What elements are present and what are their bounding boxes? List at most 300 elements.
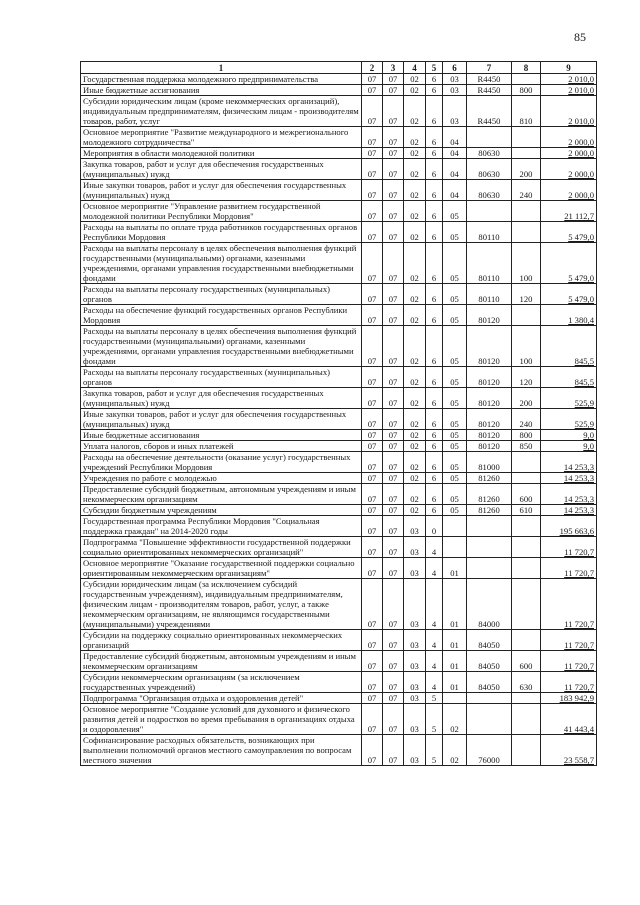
row-subsection: 07 bbox=[383, 735, 404, 766]
row-name: Уплата налогов, сборов и иных платежей bbox=[81, 441, 362, 452]
row-program: 02 bbox=[404, 159, 426, 180]
row-subprogram: 6 bbox=[426, 367, 443, 388]
row-direction: 81260 bbox=[467, 484, 512, 505]
row-event: 05 bbox=[443, 367, 467, 388]
row-event: 05 bbox=[443, 326, 467, 367]
row-amount: 14 253,3 bbox=[541, 473, 597, 484]
col-header-event: 6 bbox=[443, 62, 467, 74]
row-name: Расходы на выплаты персоналу в целях обеспечения выполнения функций государственными (муниципальными) органами, казенными учреждениями, органами управления государственными внебюджетными фондами bbox=[81, 326, 362, 367]
table-row bbox=[81, 222, 597, 243]
row-amount: 9,0 bbox=[541, 441, 597, 452]
row-event: 05 bbox=[443, 409, 467, 430]
table-row bbox=[81, 148, 597, 159]
row-event: 05 bbox=[443, 484, 467, 505]
row-program: 03 bbox=[404, 651, 426, 672]
row-amount: 2 010,0 bbox=[541, 85, 597, 96]
row-expense-type bbox=[512, 704, 541, 735]
row-subprogram: 6 bbox=[426, 305, 443, 326]
row-amount: 1 380,4 bbox=[541, 305, 597, 326]
row-amount: 9,0 bbox=[541, 430, 597, 441]
row-expense-type: 200 bbox=[512, 388, 541, 409]
row-subsection: 07 bbox=[383, 243, 404, 284]
row-section: 07 bbox=[362, 505, 383, 516]
row-program: 02 bbox=[404, 222, 426, 243]
row-subprogram: 6 bbox=[426, 148, 443, 159]
row-event: 02 bbox=[443, 735, 467, 766]
row-direction bbox=[467, 693, 512, 704]
row-event: 01 bbox=[443, 579, 467, 630]
table-row bbox=[81, 630, 597, 651]
row-expense-type bbox=[512, 201, 541, 222]
row-program: 02 bbox=[404, 505, 426, 516]
row-event: 02 bbox=[443, 704, 467, 735]
table-row bbox=[81, 505, 597, 516]
table-row bbox=[81, 441, 597, 452]
row-expense-type bbox=[512, 630, 541, 651]
row-subsection: 07 bbox=[383, 693, 404, 704]
row-direction: 80110 bbox=[467, 243, 512, 284]
table-row bbox=[81, 537, 597, 558]
table-row bbox=[81, 693, 597, 704]
row-subprogram: 6 bbox=[426, 243, 443, 284]
row-subsection: 07 bbox=[383, 85, 404, 96]
row-event: 05 bbox=[443, 430, 467, 441]
row-section: 07 bbox=[362, 537, 383, 558]
row-program: 02 bbox=[404, 74, 426, 85]
row-event bbox=[443, 516, 467, 537]
row-program: 02 bbox=[404, 473, 426, 484]
row-subsection: 07 bbox=[383, 430, 404, 441]
row-subsection: 07 bbox=[383, 159, 404, 180]
row-subprogram: 6 bbox=[426, 388, 443, 409]
row-subprogram: 0 bbox=[426, 516, 443, 537]
row-expense-type: 120 bbox=[512, 284, 541, 305]
row-name: Субсидии бюджетным учреждениям bbox=[81, 505, 362, 516]
row-expense-type bbox=[512, 305, 541, 326]
row-subsection: 07 bbox=[383, 505, 404, 516]
row-subprogram: 6 bbox=[426, 430, 443, 441]
row-event: 04 bbox=[443, 148, 467, 159]
row-direction: 80110 bbox=[467, 284, 512, 305]
row-direction: 80120 bbox=[467, 326, 512, 367]
row-subprogram: 6 bbox=[426, 484, 443, 505]
row-subprogram: 6 bbox=[426, 284, 443, 305]
row-amount: 5 479,0 bbox=[541, 284, 597, 305]
row-direction: 80630 bbox=[467, 180, 512, 201]
row-program: 03 bbox=[404, 672, 426, 693]
row-program: 02 bbox=[404, 305, 426, 326]
row-subprogram: 6 bbox=[426, 159, 443, 180]
table-row bbox=[81, 516, 597, 537]
row-program: 02 bbox=[404, 284, 426, 305]
row-section: 07 bbox=[362, 630, 383, 651]
row-name: Субсидии на поддержку социально ориентированных некоммерческих организаций bbox=[81, 630, 362, 651]
table-row bbox=[81, 367, 597, 388]
row-subsection: 07 bbox=[383, 651, 404, 672]
row-name: Основное мероприятие "Управление развитием государственной молодежной политики Республики Мордовия" bbox=[81, 201, 362, 222]
row-direction bbox=[467, 704, 512, 735]
row-event: 05 bbox=[443, 201, 467, 222]
page-number: 85 bbox=[574, 30, 586, 44]
row-subprogram: 6 bbox=[426, 127, 443, 148]
row-expense-type: 240 bbox=[512, 180, 541, 201]
table-row bbox=[81, 284, 597, 305]
row-section: 07 bbox=[362, 367, 383, 388]
col-header-amount: 9 bbox=[541, 62, 597, 74]
row-subsection: 07 bbox=[383, 180, 404, 201]
row-section: 07 bbox=[362, 326, 383, 367]
row-event: 05 bbox=[443, 388, 467, 409]
row-event bbox=[443, 693, 467, 704]
row-amount: 11 720,7 bbox=[541, 537, 597, 558]
row-name: Подпрограмма "Организация отдыха и оздоровления детей" bbox=[81, 693, 362, 704]
row-amount: 5 479,0 bbox=[541, 243, 597, 284]
row-direction: 84050 bbox=[467, 672, 512, 693]
row-expense-type bbox=[512, 516, 541, 537]
col-header-direction: 7 bbox=[467, 62, 512, 74]
row-direction: R4450 bbox=[467, 96, 512, 127]
row-event: 05 bbox=[443, 452, 467, 473]
row-event: 01 bbox=[443, 651, 467, 672]
row-section: 07 bbox=[362, 148, 383, 159]
row-expense-type: 600 bbox=[512, 484, 541, 505]
row-subsection: 07 bbox=[383, 367, 404, 388]
row-direction bbox=[467, 537, 512, 558]
row-expense-type bbox=[512, 127, 541, 148]
row-program: 03 bbox=[404, 704, 426, 735]
row-program: 02 bbox=[404, 409, 426, 430]
row-name: Основное мероприятие "Развитие международного и межрегионального молодежного сотрудничества" bbox=[81, 127, 362, 148]
row-program: 03 bbox=[404, 537, 426, 558]
row-subsection: 07 bbox=[383, 201, 404, 222]
table-row bbox=[81, 305, 597, 326]
row-section: 07 bbox=[362, 201, 383, 222]
row-direction: 81000 bbox=[467, 452, 512, 473]
row-expense-type: 610 bbox=[512, 505, 541, 516]
row-subprogram: 5 bbox=[426, 704, 443, 735]
row-expense-type: 200 bbox=[512, 159, 541, 180]
table-row bbox=[81, 74, 597, 85]
table-row bbox=[81, 159, 597, 180]
row-name: Мероприятия в области молодежной политики bbox=[81, 148, 362, 159]
row-direction bbox=[467, 558, 512, 579]
row-expense-type bbox=[512, 473, 541, 484]
row-expense-type: 850 bbox=[512, 441, 541, 452]
row-amount: 2 000,0 bbox=[541, 127, 597, 148]
row-name: Закупка товаров, работ и услуг для обеспечения государственных (муниципальных) нужд bbox=[81, 388, 362, 409]
row-name: Предоставление субсидий бюджетным, автономным учреждениям и иным некоммерческим организациям bbox=[81, 651, 362, 672]
row-expense-type: 800 bbox=[512, 85, 541, 96]
row-name: Расходы на обеспечение деятельности (оказание услуг) государственных учреждений Республики Мордовия bbox=[81, 452, 362, 473]
row-name: Субсидии некоммерческим организациям (за исключением государственных учреждений) bbox=[81, 672, 362, 693]
table-row bbox=[81, 180, 597, 201]
row-expense-type bbox=[512, 693, 541, 704]
row-subsection: 07 bbox=[383, 473, 404, 484]
row-direction: 80120 bbox=[467, 441, 512, 452]
row-subsection: 07 bbox=[383, 409, 404, 430]
row-name: Иные бюджетные ассигнования bbox=[81, 430, 362, 441]
row-event: 05 bbox=[443, 473, 467, 484]
row-name: Субсидии юридическим лицам (за исключением субсидий государственным учреждениям), индивидуальным предпринимателям, физическим лицам - производителям товаров, работ, услуг, а также некоммерческим организациям, не являющимся государственными (муниципальными) учреждениями bbox=[81, 579, 362, 630]
row-section: 07 bbox=[362, 693, 383, 704]
row-program: 02 bbox=[404, 430, 426, 441]
row-amount: 845,5 bbox=[541, 367, 597, 388]
row-amount: 183 942,9 bbox=[541, 693, 597, 704]
row-subprogram: 6 bbox=[426, 180, 443, 201]
row-section: 07 bbox=[362, 409, 383, 430]
row-event: 03 bbox=[443, 85, 467, 96]
row-amount: 11 720,7 bbox=[541, 630, 597, 651]
row-event: 05 bbox=[443, 305, 467, 326]
table-row bbox=[81, 96, 597, 127]
row-subprogram: 4 bbox=[426, 651, 443, 672]
row-subsection: 07 bbox=[383, 579, 404, 630]
row-subprogram: 6 bbox=[426, 96, 443, 127]
row-program: 02 bbox=[404, 85, 426, 96]
row-program: 03 bbox=[404, 630, 426, 651]
row-event: 04 bbox=[443, 159, 467, 180]
row-name: Учреждения по работе с молодежью bbox=[81, 473, 362, 484]
row-section: 07 bbox=[362, 180, 383, 201]
row-program: 02 bbox=[404, 326, 426, 367]
row-expense-type bbox=[512, 74, 541, 85]
row-direction: 80630 bbox=[467, 148, 512, 159]
table-row bbox=[81, 558, 597, 579]
row-amount: 23 558,7 bbox=[541, 735, 597, 766]
row-direction bbox=[467, 127, 512, 148]
row-direction: 80630 bbox=[467, 159, 512, 180]
row-subprogram: 5 bbox=[426, 735, 443, 766]
row-name: Расходы на выплаты персоналу в целях обеспечения выполнения функций государственными (муниципальными) органами, казенными учреждениями, органами управления государственными внебюджетными фондами bbox=[81, 243, 362, 284]
row-expense-type bbox=[512, 148, 541, 159]
table-row bbox=[81, 243, 597, 284]
row-expense-type: 100 bbox=[512, 326, 541, 367]
row-subsection: 07 bbox=[383, 96, 404, 127]
row-event: 05 bbox=[443, 222, 467, 243]
row-expense-type: 600 bbox=[512, 651, 541, 672]
row-name: Иные закупки товаров, работ и услуг для обеспечения государственных (муниципальных) нужд bbox=[81, 180, 362, 201]
row-subprogram: 6 bbox=[426, 326, 443, 367]
row-section: 07 bbox=[362, 516, 383, 537]
row-section: 07 bbox=[362, 672, 383, 693]
row-direction: R4450 bbox=[467, 74, 512, 85]
row-expense-type bbox=[512, 222, 541, 243]
row-expense-type: 240 bbox=[512, 409, 541, 430]
row-section: 07 bbox=[362, 284, 383, 305]
row-subsection: 07 bbox=[383, 284, 404, 305]
row-name: Субсидии юридическим лицам (кроме некоммерческих организаций), индивидуальным предпринимателям, физическим лицам - производителям товаров, работ, услуг bbox=[81, 96, 362, 127]
row-section: 07 bbox=[362, 473, 383, 484]
col-header-subsection: 3 bbox=[383, 62, 404, 74]
row-subsection: 07 bbox=[383, 74, 404, 85]
row-direction: 80120 bbox=[467, 367, 512, 388]
row-subprogram: 5 bbox=[426, 693, 443, 704]
row-subsection: 07 bbox=[383, 452, 404, 473]
row-subsection: 07 bbox=[383, 630, 404, 651]
row-section: 07 bbox=[362, 441, 383, 452]
row-subprogram: 6 bbox=[426, 473, 443, 484]
row-section: 07 bbox=[362, 484, 383, 505]
row-subprogram: 6 bbox=[426, 201, 443, 222]
row-subsection: 07 bbox=[383, 704, 404, 735]
table-row bbox=[81, 473, 597, 484]
row-section: 07 bbox=[362, 579, 383, 630]
row-section: 07 bbox=[362, 159, 383, 180]
row-name: Государственная программа Республики Мордовия "Социальная поддержка граждан" на 2014-2020 годы bbox=[81, 516, 362, 537]
row-name: Расходы на обеспечение функций государственных органов Республики Мордовия bbox=[81, 305, 362, 326]
row-direction: R4450 bbox=[467, 85, 512, 96]
table-row bbox=[81, 484, 597, 505]
row-subsection: 07 bbox=[383, 388, 404, 409]
row-name: Расходы на выплаты персоналу государственных (муниципальных) органов bbox=[81, 284, 362, 305]
row-section: 07 bbox=[362, 243, 383, 284]
row-program: 03 bbox=[404, 558, 426, 579]
table-row bbox=[81, 452, 597, 473]
table-body bbox=[81, 74, 597, 766]
row-subsection: 07 bbox=[383, 672, 404, 693]
table-row bbox=[81, 735, 597, 766]
row-subsection: 07 bbox=[383, 516, 404, 537]
row-subsection: 07 bbox=[383, 326, 404, 367]
row-subsection: 07 bbox=[383, 558, 404, 579]
row-section: 07 bbox=[362, 651, 383, 672]
row-program: 02 bbox=[404, 243, 426, 284]
table-row bbox=[81, 127, 597, 148]
row-subprogram: 6 bbox=[426, 85, 443, 96]
row-name: Иные бюджетные ассигнования bbox=[81, 85, 362, 96]
table-row bbox=[81, 579, 597, 630]
row-subprogram: 4 bbox=[426, 558, 443, 579]
row-subprogram: 4 bbox=[426, 630, 443, 651]
row-amount: 14 253,3 bbox=[541, 452, 597, 473]
row-name: Закупка товаров, работ и услуг для обеспечения государственных (муниципальных) нужд bbox=[81, 159, 362, 180]
row-program: 02 bbox=[404, 96, 426, 127]
table-row bbox=[81, 430, 597, 441]
row-name: Основное мероприятие "Оказание государственной поддержки социально ориентированным некоммерческим организациям" bbox=[81, 558, 362, 579]
row-program: 02 bbox=[404, 452, 426, 473]
row-section: 07 bbox=[362, 74, 383, 85]
row-amount: 2 000,0 bbox=[541, 180, 597, 201]
row-program: 03 bbox=[404, 735, 426, 766]
row-amount: 195 663,6 bbox=[541, 516, 597, 537]
row-amount: 14 253,3 bbox=[541, 484, 597, 505]
row-expense-type: 800 bbox=[512, 430, 541, 441]
row-program: 02 bbox=[404, 484, 426, 505]
row-subprogram: 4 bbox=[426, 672, 443, 693]
row-section: 07 bbox=[362, 558, 383, 579]
row-program: 03 bbox=[404, 579, 426, 630]
row-amount: 5 479,0 bbox=[541, 222, 597, 243]
row-program: 03 bbox=[404, 693, 426, 704]
row-amount: 41 443,4 bbox=[541, 704, 597, 735]
row-direction: 84050 bbox=[467, 630, 512, 651]
row-event: 05 bbox=[443, 441, 467, 452]
row-subprogram: 6 bbox=[426, 452, 443, 473]
row-direction: 84050 bbox=[467, 651, 512, 672]
row-event: 03 bbox=[443, 74, 467, 85]
row-subsection: 07 bbox=[383, 484, 404, 505]
row-section: 07 bbox=[362, 127, 383, 148]
row-subsection: 07 bbox=[383, 305, 404, 326]
row-expense-type bbox=[512, 558, 541, 579]
row-event: 01 bbox=[443, 558, 467, 579]
col-header-program: 4 bbox=[404, 62, 426, 74]
row-program: 02 bbox=[404, 441, 426, 452]
row-expense-type bbox=[512, 537, 541, 558]
row-subprogram: 6 bbox=[426, 409, 443, 430]
row-name: Иные закупки товаров, работ и услуг для обеспечения государственных (муниципальных) нужд bbox=[81, 409, 362, 430]
row-section: 07 bbox=[362, 430, 383, 441]
row-amount: 2 010,0 bbox=[541, 74, 597, 85]
row-program: 02 bbox=[404, 367, 426, 388]
row-event: 05 bbox=[443, 505, 467, 516]
row-section: 07 bbox=[362, 704, 383, 735]
row-direction: 80120 bbox=[467, 409, 512, 430]
row-direction: 76000 bbox=[467, 735, 512, 766]
table-row bbox=[81, 388, 597, 409]
row-expense-type: 810 bbox=[512, 96, 541, 127]
row-amount: 525,9 bbox=[541, 409, 597, 430]
row-direction: 84000 bbox=[467, 579, 512, 630]
row-expense-type bbox=[512, 452, 541, 473]
row-subprogram: 6 bbox=[426, 441, 443, 452]
row-subprogram: 4 bbox=[426, 537, 443, 558]
row-program: 02 bbox=[404, 388, 426, 409]
row-subprogram: 6 bbox=[426, 74, 443, 85]
row-amount: 14 253,3 bbox=[541, 505, 597, 516]
row-subsection: 07 bbox=[383, 127, 404, 148]
row-event: 04 bbox=[443, 180, 467, 201]
row-expense-type: 630 bbox=[512, 672, 541, 693]
table-row bbox=[81, 409, 597, 430]
row-direction: 81260 bbox=[467, 473, 512, 484]
col-header-expense-type: 8 bbox=[512, 62, 541, 74]
col-header-name: 1 bbox=[81, 62, 362, 74]
row-subsection: 07 bbox=[383, 537, 404, 558]
row-section: 07 bbox=[362, 452, 383, 473]
row-event: 03 bbox=[443, 96, 467, 127]
row-expense-type bbox=[512, 579, 541, 630]
row-event: 04 bbox=[443, 127, 467, 148]
row-subprogram: 6 bbox=[426, 505, 443, 516]
row-event: 05 bbox=[443, 243, 467, 284]
row-direction bbox=[467, 516, 512, 537]
row-section: 07 bbox=[362, 222, 383, 243]
row-name: Государственная поддержка молодежного предпринимательства bbox=[81, 74, 362, 85]
row-subsection: 07 bbox=[383, 441, 404, 452]
row-event: 05 bbox=[443, 284, 467, 305]
row-program: 02 bbox=[404, 201, 426, 222]
row-direction: 80110 bbox=[467, 222, 512, 243]
table-row bbox=[81, 85, 597, 96]
row-amount: 2 000,0 bbox=[541, 159, 597, 180]
row-section: 07 bbox=[362, 388, 383, 409]
row-subprogram: 4 bbox=[426, 579, 443, 630]
row-amount: 845,5 bbox=[541, 326, 597, 367]
row-event: 01 bbox=[443, 630, 467, 651]
table-row bbox=[81, 326, 597, 367]
row-subprogram: 6 bbox=[426, 222, 443, 243]
row-name: Софинансирование расходных обязательств, возникающих при выполнении полномочий органов местного самоуправления по вопросам местного значения bbox=[81, 735, 362, 766]
row-amount: 11 720,7 bbox=[541, 579, 597, 630]
table-row bbox=[81, 672, 597, 693]
row-amount: 11 720,7 bbox=[541, 651, 597, 672]
row-amount: 2 010,0 bbox=[541, 96, 597, 127]
row-name: Расходы на выплаты персоналу государственных (муниципальных) органов bbox=[81, 367, 362, 388]
row-amount: 11 720,7 bbox=[541, 672, 597, 693]
row-direction bbox=[467, 201, 512, 222]
row-section: 07 bbox=[362, 305, 383, 326]
